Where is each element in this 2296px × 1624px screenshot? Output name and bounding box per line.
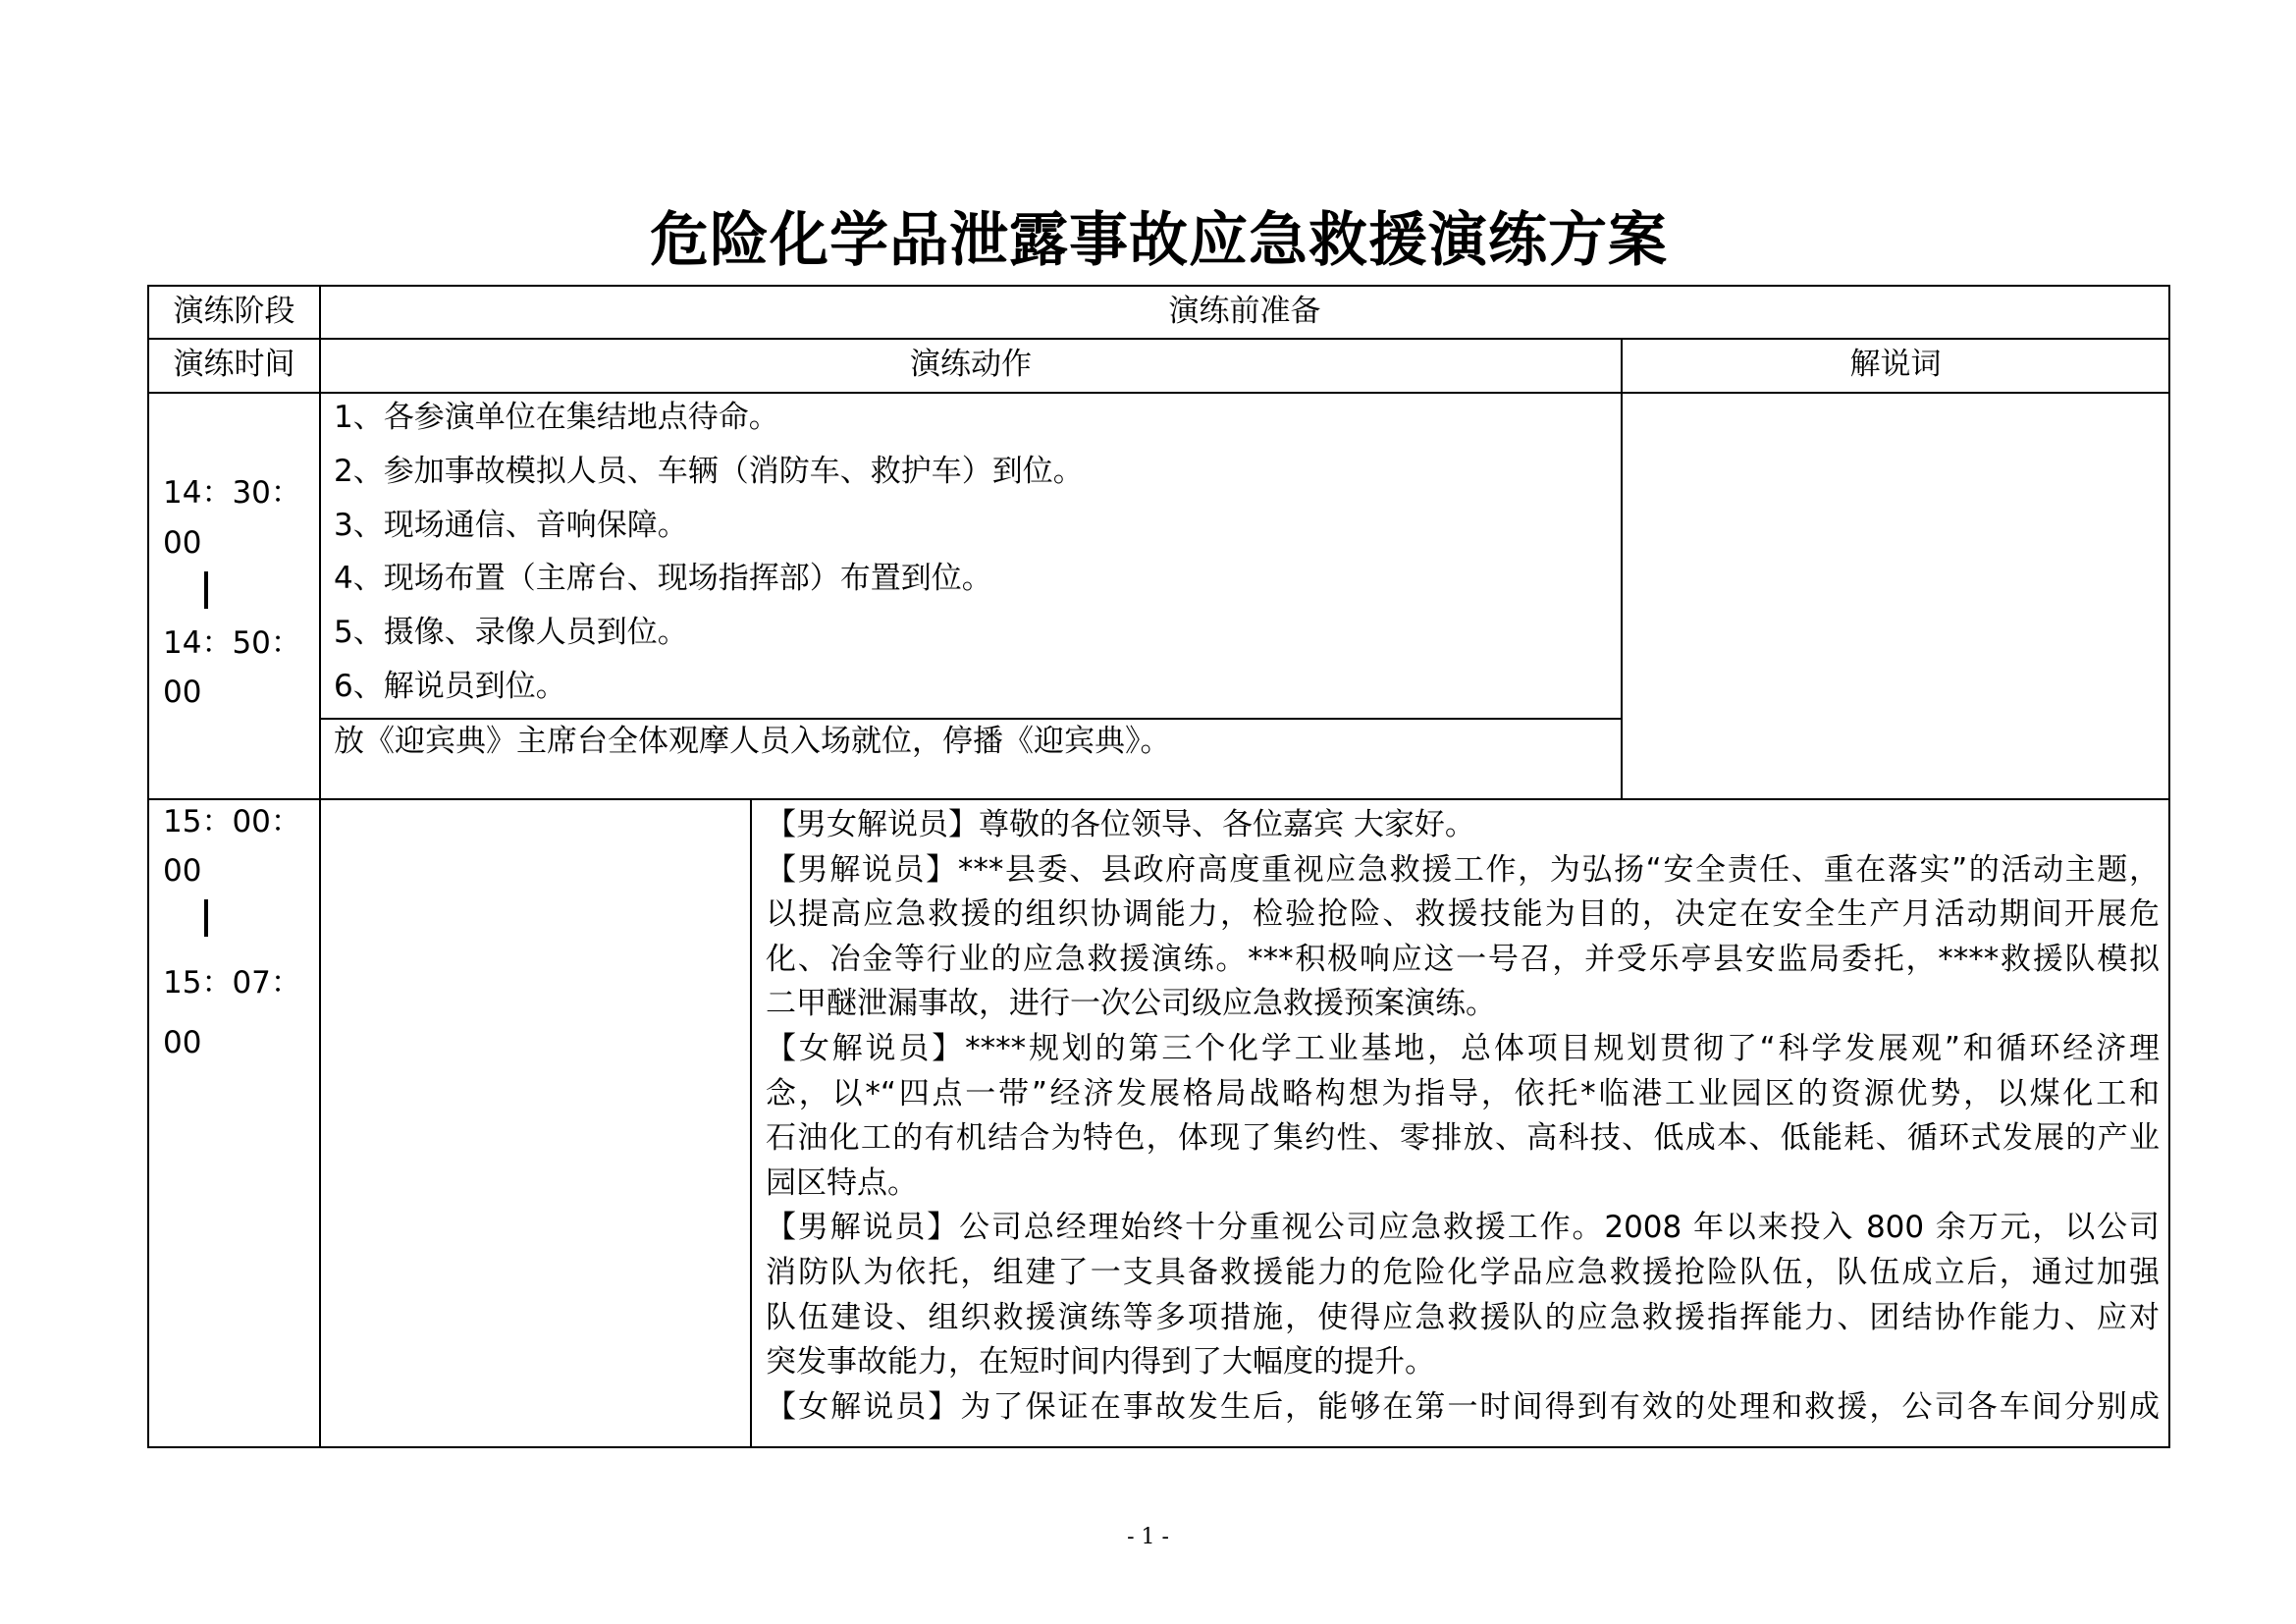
table-border-top <box>147 285 2170 287</box>
section2-time-start-line1: 15：00： <box>163 804 301 839</box>
narration-line: 二甲醚泄漏事故，进行一次公司级应急救援预案演练。 <box>766 986 1496 1022</box>
section1-time-end-line2: 00 <box>163 675 202 710</box>
page-number: - 1 - <box>1127 1525 1169 1549</box>
section2-time-start-line2: 00 <box>163 853 202 889</box>
list-item: 2、参加事故模拟人员、车辆（消防车、救护车）到位。 <box>334 454 1084 489</box>
table-row-divider-3 <box>147 798 2170 800</box>
narration-line: 【男解说员】***县委、县政府高度重视应急救援工作，为弘扬“安全责任、重在落实”的活动主题， <box>766 851 2160 888</box>
list-item: 4、现场布置（主席台、现场指挥部）布置到位。 <box>334 561 992 596</box>
section1-time-end-line1: 14：50： <box>163 625 301 661</box>
narration-line: 队伍建设、组织救援演练等多项措施，使得应急救援队的应急救援指挥能力、团结协作能力、应对 <box>766 1299 2160 1335</box>
narration-line: 念，以*“四点一带”经济发展格局战略构想为指导，依托*临港工业园区的资源优势，以煤化工和 <box>766 1075 2160 1111</box>
narration-line: 【女解说员】****规划的第三个化学工业基地，总体项目规划贯彻了“科学发展观”和循环经济理 <box>766 1030 2160 1066</box>
narration-line: 园区特点。 <box>766 1164 918 1201</box>
narration-line: 【女解说员】为了保证在事故发生后，能够在第一时间得到有效的处理和救援，公司各车间分别成 <box>766 1388 2160 1425</box>
section2-time-end-line1: 15：07： <box>163 965 301 1001</box>
section1-music-note: 放《迎宾典》主席台全体观摩人员入场就位，停播《迎宾典》。 <box>334 724 1171 759</box>
action-note-divider <box>319 718 1622 720</box>
stage-label: 演练阶段 <box>173 294 295 329</box>
narration-line: 消防队为依托，组建了一支具备救援能力的危险化学品应急救援抢险队伍，队伍成立后，通过加强 <box>766 1254 2160 1290</box>
list-item: 1、各参演单位在集结地点待命。 <box>334 400 779 435</box>
header-narration: 解说词 <box>1849 347 1942 382</box>
narration-line: 化、冶金等行业的应急救援演练。***积极响应这一号召，并受乐亭县安监局委托，****救援队模拟 <box>766 941 2160 977</box>
table-border-left <box>147 285 149 1448</box>
list-item: 3、现场通信、音响保障。 <box>334 508 688 543</box>
list-item: 5、摄像、录像人员到位。 <box>334 615 688 650</box>
list-item: 6、解说员到位。 <box>334 669 566 704</box>
table-row-divider-2 <box>147 392 2170 394</box>
narration-line: 以提高应急救援的组织协调能力，检验抢险、救援技能为目的，决定在安全生产月活动期间开展危 <box>766 896 2160 933</box>
table-col-divider-section2 <box>750 798 752 1448</box>
header-action: 演练动作 <box>910 347 1032 382</box>
narration-line: 【男女解说员】尊敬的各位领导、各位嘉宾 大家好。 <box>766 807 1475 842</box>
table-col-divider-1 <box>319 285 321 1448</box>
section1-time-start-line1: 14：30： <box>163 475 301 511</box>
narration-line: 石油化工的有机结合为特色，体现了集约性、零排放、高科技、低成本、低能耗、循环式发展的产业 <box>766 1120 2160 1157</box>
narration-line: 【男解说员】公司总经理始终十分重视公司应急救援工作。2008 年以来投入 800 余万元，以公司 <box>766 1210 2160 1246</box>
stage-value: 演练前准备 <box>1168 294 1321 329</box>
section1-time-start-line2: 00 <box>163 525 202 561</box>
section1-time-separator <box>204 571 208 609</box>
table-border-bottom <box>147 1446 2170 1448</box>
section2-time-end-line2: 00 <box>163 1025 202 1060</box>
section2-time-separator <box>204 899 208 937</box>
section2-narration <box>766 803 2160 1430</box>
narration-line: 突发事故能力，在短时间内得到了大幅度的提升。 <box>766 1344 1435 1380</box>
table-row-divider-1 <box>147 338 2170 340</box>
document-title: 危险化学品泄露事故应急救援演练方案 <box>650 206 1668 275</box>
table-col-divider-action-narration <box>1621 338 1623 800</box>
table-border-right <box>2168 285 2170 1448</box>
header-time: 演练时间 <box>173 347 295 382</box>
